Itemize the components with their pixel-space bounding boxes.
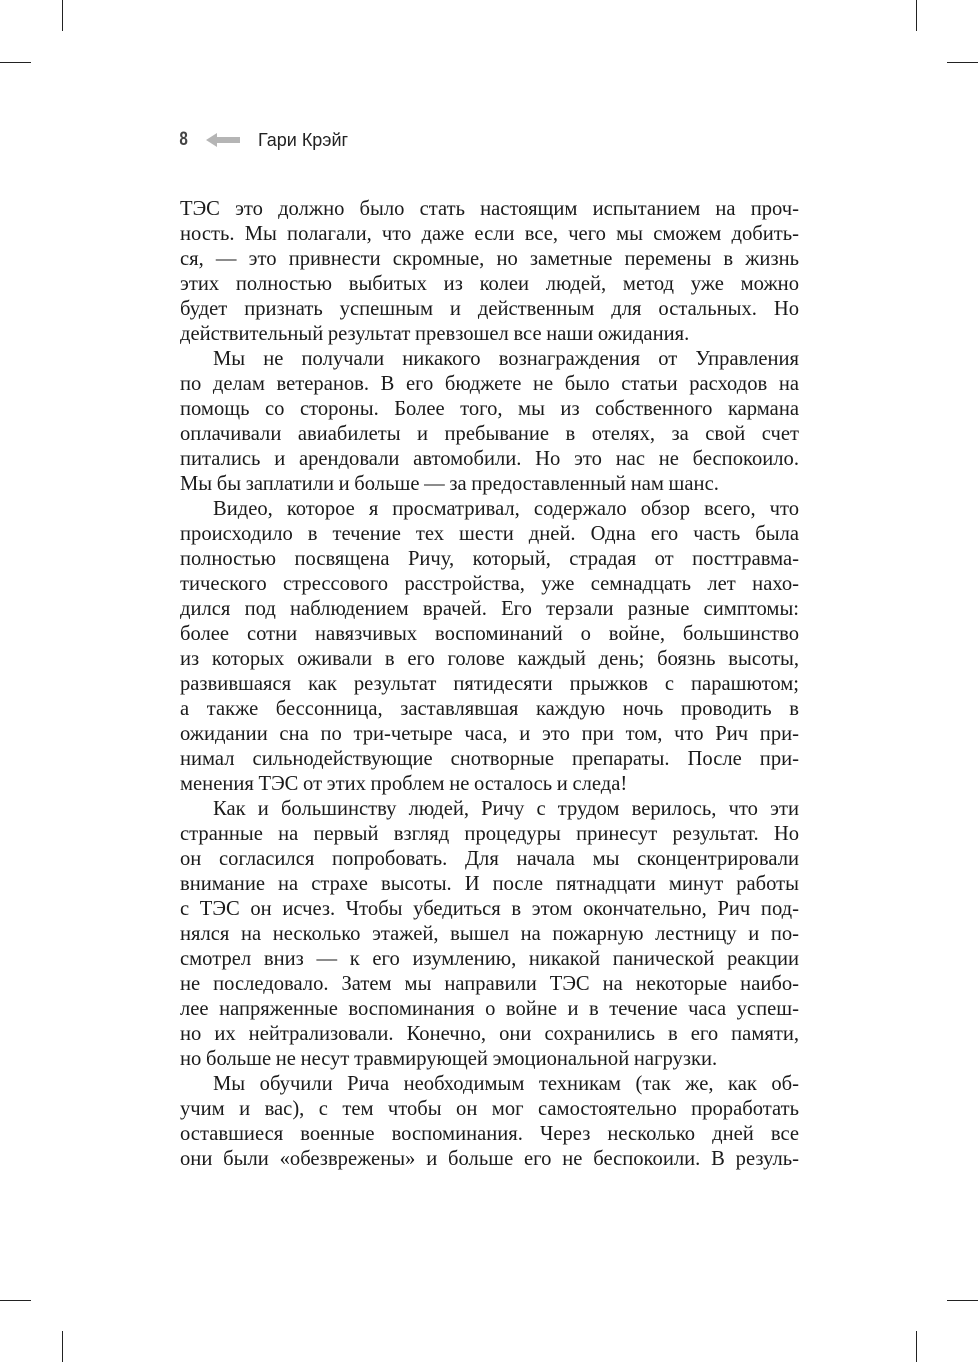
text-line: Видео, которое я просматривал, содержало обзор всего, что <box>213 498 799 520</box>
text-line: помощь со стороны. Более того, мы из собственного кармана <box>180 398 799 420</box>
text-line: внимание на страхе высоты. И после пятнадцати минут работы <box>180 873 799 895</box>
crop-mark <box>0 1300 31 1301</box>
arrow-left-icon <box>206 132 240 148</box>
text-line: ность. Мы полагали, что даже если все, чего мы сможем добить- <box>180 223 799 245</box>
text-line: но их нейтрализовали. Конечно, они сохранились в его памяти, <box>180 1023 799 1045</box>
text-line: полностью посвящена Ричу, который, страдая от посттравма- <box>180 548 799 570</box>
text-line: ТЭС это должно было стать настоящим испытанием на проч- <box>180 198 799 220</box>
text-line: с ТЭС он исчез. Чтобы убедиться в этом окончательно, Рич под- <box>180 898 799 920</box>
text-line: смотрел вниз — к его изумлению, никакой панической реакции <box>180 948 799 970</box>
text-line: Мы не получали никакого вознаграждения от Управления <box>213 348 799 370</box>
crop-mark <box>916 1331 917 1362</box>
text-line: будет признать успешным и действенным для остальных. Но <box>180 298 799 320</box>
text-line: более сотни навязчивых воспоминаний о войне, большинство <box>180 623 799 645</box>
text-line: этих полностью выбитых из колеи людей, метод уже можно <box>180 273 799 295</box>
crop-mark <box>947 1300 978 1301</box>
text-line: нялся на несколько этажей, вышел на пожарную лестницу и по- <box>180 923 799 945</box>
body-text <box>180 197 799 1172</box>
text-line: ожидании сна по три-четыре часа, и это при том, что Рич при- <box>180 723 799 745</box>
text-line: лее напряженные воспоминания о войне и в течение часа успеш- <box>180 998 799 1020</box>
running-title: Гари Крэйг <box>258 129 349 150</box>
text-line: Мы бы заплатили и больше — за предоставленный нам шанс. <box>180 473 719 495</box>
text-line: учим и вас), с тем чтобы он мог самостоятельно проработать <box>180 1098 799 1120</box>
crop-mark <box>62 1331 63 1362</box>
text-line: менения ТЭС от этих проблем не осталось и следа! <box>180 773 628 795</box>
text-line: они были «обезврежены» и больше его не беспокоили. В резуль- <box>180 1148 799 1170</box>
text-line: развившаяся как результат пятидесяти прыжков с парашютом; <box>180 673 799 695</box>
text-line: странные на первый взгляд процедуры принесут результат. Но <box>180 823 799 845</box>
text-line: питались и арендовали автомобили. Но это нас не беспокоило. <box>180 448 799 470</box>
text-line: действительный результат превзошел все наши ожидания. <box>180 323 690 345</box>
crop-mark <box>62 0 63 31</box>
text-line: но больше не несут травмирующей эмоциональной нагрузки. <box>180 1048 718 1070</box>
crop-mark <box>947 62 978 63</box>
running-header <box>178 127 348 153</box>
text-line: ся, — это привнести скромные, но заметные перемены в жизнь <box>180 248 799 270</box>
text-line: оплачивали авиабилеты и пребывание в отелях, за свой счет <box>180 423 799 445</box>
crop-mark <box>916 0 917 31</box>
text-line: оставшиеся военные воспоминания. Через несколько дней все <box>180 1123 799 1145</box>
text-line: по делам ветеранов. В его бюджете не было статьи расходов на <box>180 373 799 395</box>
text-line: Мы обучили Рича необходимым техникам (так же, как об- <box>213 1073 799 1095</box>
text-line: из которых оживали в его голове каждый день; боязнь высоты, <box>180 648 799 670</box>
text-line: дился под наблюдением врачей. Его терзали разные симптомы: <box>180 598 799 620</box>
crop-mark <box>0 62 31 63</box>
text-line: а также бессонница, заставлявшая каждую ночь проводить в <box>180 698 799 720</box>
text-line: тического стрессового расстройства, уже семнадцать лет нахо- <box>180 573 799 595</box>
text-line: происходило в течение тех шести дней. Одна его часть была <box>180 523 799 545</box>
text-line: Как и большинству людей, Ричу с трудом верилось, что эти <box>213 798 799 820</box>
text-line: не последовало. Затем мы направили ТЭС на некоторые наибо- <box>180 973 799 995</box>
page-number: 8 <box>179 129 188 150</box>
text-line: нимал сильнодействующие снотворные препараты. После при- <box>180 748 799 770</box>
text-line: он согласился попробовать. Для начала мы сконцентрировали <box>180 848 799 870</box>
